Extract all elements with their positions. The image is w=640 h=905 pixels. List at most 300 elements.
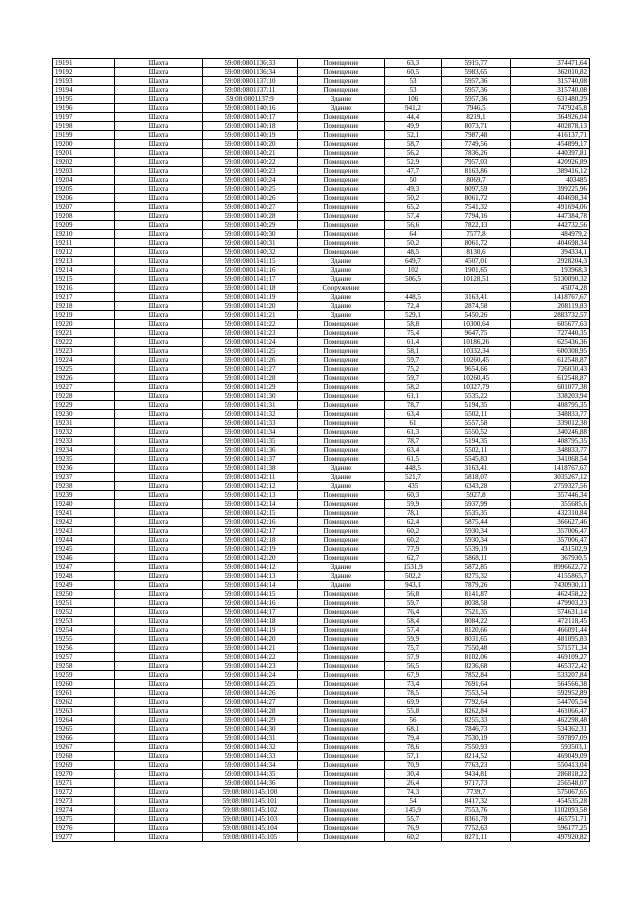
row-number-cell: 19271 [53,779,115,788]
row-number-cell: 19250 [53,590,115,599]
cadastral-number-cell: 59:08:0801141:22 [203,320,298,329]
object-type-cell: Помещение [298,644,385,653]
specific-value-cell: 10300,64 [442,320,511,329]
cadastral-value-cell: 3035267,12 [511,473,590,482]
area-cell: 75,2 [385,365,442,374]
cadastral-value-cell: 575067,65 [511,788,590,797]
object-type-cell: Здание [298,293,385,302]
row-number-cell: 19222 [53,338,115,347]
specific-value-cell: 5957,36 [442,86,511,95]
cadastral-number-cell: 59:08:0801145:102 [203,806,298,815]
locality-cell: Шахта [115,806,203,815]
locality-cell: Шахта [115,536,203,545]
area-cell: 52,1 [385,131,442,140]
specific-value-cell: 9647,75 [442,329,511,338]
object-type-cell: Помещение [298,689,385,698]
object-type-cell: Здание [298,266,385,275]
locality-cell: Шахта [115,761,203,770]
cadastral-value-cell: 416137,71 [511,131,590,140]
specific-value-cell: 3163,41 [442,293,511,302]
table-row [53,428,590,437]
area-cell: 58,4 [385,617,442,626]
object-type-cell: Помещение [298,248,385,257]
cadastral-number-cell: 59:08:0801142:18 [203,536,298,545]
locality-cell: Шахта [115,518,203,527]
cadastral-value-cell: 8996622,72 [511,563,590,572]
cadastral-value-cell: 484979,2 [511,230,590,239]
table-row [53,131,590,140]
specific-value-cell: 8061,72 [442,239,511,248]
specific-value-cell: 10332,34 [442,347,511,356]
table-row [53,446,590,455]
object-type-cell: Помещение [298,401,385,410]
table-row [53,68,590,77]
cadastral-number-cell: 59:08:0801144:25 [203,680,298,689]
object-type-cell: Помещение [298,491,385,500]
specific-value-cell: 8141,87 [442,590,511,599]
object-type-cell: Помещение [298,320,385,329]
cadastral-value-cell: 7430930,11 [511,581,590,590]
specific-value-cell: 7550,48 [442,644,511,653]
object-type-cell: Помещение [298,158,385,167]
specific-value-cell: 8102,06 [442,653,511,662]
cadastral-number-cell: 59:08:0801144:19 [203,626,298,635]
area-cell: 448,5 [385,464,442,473]
cadastral-number-cell: 59:08:0801141:36 [203,446,298,455]
cadastral-value-cell: 403485 [511,176,590,185]
area-cell: 57,1 [385,752,442,761]
cadastral-number-cell: 59:08:0801144:28 [203,707,298,716]
specific-value-cell: 8031,65 [442,635,511,644]
area-cell: 67,9 [385,671,442,680]
row-number-cell: 19253 [53,617,115,626]
specific-value-cell: 2874,58 [442,302,511,311]
cadastral-number-cell: 59:08:0801144:12 [203,563,298,572]
row-number-cell: 19224 [53,356,115,365]
object-type-cell: Помещение [298,203,385,212]
specific-value-cell: 8069,7 [442,176,511,185]
locality-cell: Шахта [115,824,203,833]
cadastral-value-cell: 593503,1 [511,743,590,752]
cadastral-value-cell: 600308,95 [511,347,590,356]
specific-value-cell: 8120,66 [442,626,511,635]
specific-value-cell: 5194,35 [442,401,511,410]
area-cell: 53 [385,86,442,95]
document-page [52,58,589,842]
table-row [53,680,590,689]
row-number-cell: 19237 [53,473,115,482]
cadastral-value-cell: 497920,82 [511,833,590,842]
locality-cell: Шахта [115,437,203,446]
cadastral-number-cell: 59:08:0801144:18 [203,617,298,626]
object-type-cell: Помещение [298,509,385,518]
locality-cell: Шахта [115,77,203,86]
cadastral-value-cell: 605677,63 [511,320,590,329]
area-cell: 78,5 [385,689,442,698]
row-number-cell: 19277 [53,833,115,842]
table-row [53,410,590,419]
area-cell: 70,9 [385,761,442,770]
cadastral-number-cell: 59:08:0801141:17 [203,275,298,284]
locality-cell: Шахта [115,275,203,284]
object-type-cell: Помещение [298,671,385,680]
cadastral-number-cell: 59:08:0801144:17 [203,608,298,617]
row-number-cell: 19260 [53,680,115,689]
cadastral-number-cell: 59:08:0801145:105 [203,833,298,842]
locality-cell: Шахта [115,320,203,329]
cadastral-number-cell: 59:08:0801141:30 [203,392,298,401]
row-number-cell: 19247 [53,563,115,572]
cadastral-number-cell: 59:08:0801141:24 [203,338,298,347]
object-type-cell: Помещение [298,185,385,194]
object-type-cell: Помещение [298,347,385,356]
area-cell: 26,4 [385,779,442,788]
cadastral-value-cell: 462458,22 [511,590,590,599]
locality-cell: Шахта [115,752,203,761]
cadastral-number-cell: 59:08:0801142:14 [203,500,298,509]
locality-cell: Шахта [115,788,203,797]
table-row [53,599,590,608]
object-type-cell: Помещение [298,239,385,248]
object-type-cell: Помещение [298,176,385,185]
object-type-cell: Помещение [298,608,385,617]
table-row [53,167,590,176]
cadastral-value-cell: 574631,14 [511,608,590,617]
table-row [53,662,590,671]
cadastral-number-cell: 59:08:0801144:31 [203,734,298,743]
locality-cell: Шахта [115,617,203,626]
table-row [53,770,590,779]
row-number-cell: 19236 [53,464,115,473]
object-type-cell: Помещение [298,716,385,725]
cadastral-number-cell: 59:08:0801136:33 [203,59,298,68]
cadastral-value-cell: 366627,46 [511,518,590,527]
row-number-cell: 19197 [53,113,115,122]
area-cell: 79,4 [385,734,442,743]
cadastral-value-cell: 612548,87 [511,374,590,383]
specific-value-cell [442,284,511,293]
locality-cell: Шахта [115,563,203,572]
row-number-cell: 19234 [53,446,115,455]
locality-cell: Шахта [115,293,203,302]
cadastral-number-cell: 59:08:0801144:22 [203,653,298,662]
locality-cell: Шахта [115,86,203,95]
cadastral-number-cell: 59:08:0801145:101 [203,797,298,806]
cadastral-value-cell: 571571,34 [511,644,590,653]
table-row [53,104,590,113]
locality-cell: Шахта [115,590,203,599]
table-row [53,806,590,815]
locality-cell: Шахта [115,707,203,716]
specific-value-cell: 7577,8 [442,230,511,239]
area-cell: 64 [385,230,442,239]
row-number-cell: 19219 [53,311,115,320]
cadastral-value-cell: 193968,3 [511,266,590,275]
cadastral-value-cell: 431502,9 [511,545,590,554]
cadastral-number-cell: 59:08:0801144:35 [203,770,298,779]
row-number-cell: 19225 [53,365,115,374]
cadastral-number-cell: 59:08:0801141:32 [203,410,298,419]
cadastral-number-cell: 59:08:0801144:26 [203,689,298,698]
cadastral-number-cell: 59:08:0801142:13 [203,491,298,500]
locality-cell: Шахта [115,176,203,185]
area-cell: 61,1 [385,392,442,401]
locality-cell: Шахта [115,545,203,554]
object-type-cell: Помещение [298,815,385,824]
cadastral-value-cell: 533207,84 [511,671,590,680]
object-type-cell: Помещение [298,779,385,788]
specific-value-cell: 5535,22 [442,392,511,401]
cadastral-value-cell: 362010,82 [511,68,590,77]
specific-value-cell: 5983,65 [442,68,511,77]
locality-cell: Шахта [115,113,203,122]
specific-value-cell: 5930,34 [442,536,511,545]
table-row [53,572,590,581]
specific-value-cell: 5957,36 [442,95,511,104]
row-number-cell: 19239 [53,491,115,500]
cadastral-value-cell: 394334,1 [511,248,590,257]
cadastral-number-cell: 59:08:0801141:27 [203,365,298,374]
row-number-cell: 19257 [53,653,115,662]
table-row [53,653,590,662]
row-number-cell: 19201 [53,149,115,158]
specific-value-cell: 5930,34 [442,527,511,536]
row-number-cell: 19249 [53,581,115,590]
row-number-cell: 19227 [53,383,115,392]
object-type-cell: Помещение [298,365,385,374]
specific-value-cell: 5545,83 [442,455,511,464]
specific-value-cell: 5868,11 [442,554,511,563]
object-type-cell: Помещение [298,230,385,239]
table-row [53,590,590,599]
row-number-cell: 19196 [53,104,115,113]
cadastral-number-cell: 59:08:0801145:104 [203,824,298,833]
area-cell: 78,7 [385,437,442,446]
object-type-cell: Помещение [298,761,385,770]
locality-cell: Шахта [115,185,203,194]
cadastral-number-cell: 59:08:0801141:33 [203,419,298,428]
specific-value-cell: 7749,56 [442,140,511,149]
cadastral-number-cell: 59:08:0801141:15 [203,257,298,266]
cadastral-value-cell: 625436,36 [511,338,590,347]
cadastral-value-cell: 208119,83 [511,302,590,311]
row-number-cell: 19267 [53,743,115,752]
object-type-cell: Помещение [298,410,385,419]
table-row [53,266,590,275]
cadastral-number-cell: 59:08:0801141:31 [203,401,298,410]
specific-value-cell: 5557,58 [442,419,511,428]
area-cell: 63,4 [385,410,442,419]
cadastral-number-cell: 59:08:0801137:9 [203,95,298,104]
specific-value-cell: 7792,64 [442,698,511,707]
cadastral-value-cell: 472118,45 [511,617,590,626]
row-number-cell: 19261 [53,689,115,698]
object-type-cell: Помещение [298,446,385,455]
cadastral-number-cell: 59:08:0801140:16 [203,104,298,113]
cadastral-value-cell: 399225,96 [511,185,590,194]
area-cell: 78,1 [385,509,442,518]
object-type-cell: Помещение [298,338,385,347]
row-number-cell: 19208 [53,212,115,221]
row-number-cell: 19273 [53,797,115,806]
area-cell: 53 [385,77,442,86]
cadastral-value-cell: 465372,42 [511,662,590,671]
cadastral-value-cell: 402878,13 [511,122,590,131]
cadastral-number-cell: 59:08:0801144:34 [203,761,298,770]
specific-value-cell: 7541,32 [442,203,511,212]
area-cell: 56 [385,716,442,725]
object-type-cell: Помещение [298,734,385,743]
cadastral-value-cell: 420926,89 [511,158,590,167]
table-row [53,419,590,428]
locality-cell: Шахта [115,149,203,158]
specific-value-cell: 5937,99 [442,500,511,509]
table-row [53,284,590,293]
locality-cell: Шахта [115,239,203,248]
cadastral-number-cell: 59:08:0801140:20 [203,140,298,149]
area-cell: 49,9 [385,122,442,131]
table-row [53,365,590,374]
specific-value-cell: 5502,11 [442,410,511,419]
row-number-cell: 19275 [53,815,115,824]
row-number-cell: 19215 [53,275,115,284]
specific-value-cell: 5872,85 [442,563,511,572]
table-row [53,824,590,833]
cadastral-number-cell: 59:08:0801140:18 [203,122,298,131]
row-number-cell: 19238 [53,482,115,491]
specific-value-cell: 7530,19 [442,734,511,743]
specific-value-cell: 7822,13 [442,221,511,230]
row-number-cell: 19212 [53,248,115,257]
row-number-cell: 19266 [53,734,115,743]
object-type-cell: Помещение [298,383,385,392]
object-type-cell: Помещение [298,113,385,122]
table-row [53,707,590,716]
area-cell: 61 [385,419,442,428]
object-type-cell: Помещение [298,536,385,545]
locality-cell: Шахта [115,311,203,320]
cadastral-number-cell: 59:08:0801141:20 [203,302,298,311]
row-number-cell: 19264 [53,716,115,725]
cadastral-number-cell: 59:08:0801141:34 [203,428,298,437]
area-cell: 106 [385,95,442,104]
locality-cell: Шахта [115,500,203,509]
cadastral-number-cell: 59:08:0801144:21 [203,644,298,653]
row-number-cell: 19276 [53,824,115,833]
row-number-cell: 19241 [53,509,115,518]
cadastral-value-cell: 389416,12 [511,167,590,176]
locality-cell: Шахта [115,554,203,563]
specific-value-cell: 8361,78 [442,815,511,824]
table-row [53,464,590,473]
table-row [53,329,590,338]
cadastral-value-cell: 286818,22 [511,770,590,779]
cadastral-number-cell: 59:08:0801144:24 [203,671,298,680]
row-number-cell: 19202 [53,158,115,167]
table-row [53,338,590,347]
locality-cell: Шахта [115,230,203,239]
cadastral-value-cell: 341068,54 [511,455,590,464]
table-row [53,239,590,248]
row-number-cell: 19200 [53,140,115,149]
table-row [53,401,590,410]
specific-value-cell: 7739,7 [442,788,511,797]
locality-cell: Шахта [115,473,203,482]
table-row [53,311,590,320]
row-number-cell: 19265 [53,725,115,734]
area-cell: 60,2 [385,527,442,536]
area-cell: 44,4 [385,113,442,122]
object-type-cell: Помещение [298,374,385,383]
cadastral-value-cell: 596177,25 [511,824,590,833]
cadastral-value-cell: 727440,35 [511,329,590,338]
area-cell: 76,9 [385,824,442,833]
cadastral-number-cell: 59:08:0801140:25 [203,185,298,194]
locality-cell: Шахта [115,599,203,608]
area-cell: 56,6 [385,221,442,230]
specific-value-cell: 5535,35 [442,509,511,518]
cadastral-number-cell: 59:08:0801140:31 [203,239,298,248]
area-cell: 649,7 [385,257,442,266]
row-number-cell: 19235 [53,455,115,464]
object-type-cell: Помещение [298,653,385,662]
cadastral-value-cell: 544705,54 [511,698,590,707]
area-cell: 941,2 [385,104,442,113]
area-cell: 57,4 [385,626,442,635]
specific-value-cell: 10260,45 [442,374,511,383]
specific-value-cell: 5502,11 [442,446,511,455]
object-type-cell: Здание [298,473,385,482]
cadastral-number-cell: 59:08:0801140:22 [203,158,298,167]
cadastral-value-cell: 1418767,67 [511,293,590,302]
table-row [53,248,590,257]
cadastral-value-cell: 592952,89 [511,689,590,698]
object-type-cell: Помещение [298,527,385,536]
table-row [53,392,590,401]
row-number-cell: 19244 [53,536,115,545]
specific-value-cell: 7987,48 [442,131,511,140]
object-type-cell: Помещение [298,86,385,95]
locality-cell: Шахта [115,194,203,203]
row-number-cell: 19258 [53,662,115,671]
row-number-cell: 19232 [53,428,115,437]
object-type-cell: Помещение [298,131,385,140]
area-cell: 943,1 [385,581,442,590]
row-number-cell: 19243 [53,527,115,536]
table-row [53,536,590,545]
table-row [53,113,590,122]
row-number-cell: 19204 [53,176,115,185]
specific-value-cell: 9717,73 [442,779,511,788]
area-cell: 57,9 [385,653,442,662]
locality-cell: Шахта [115,167,203,176]
row-number-cell: 19262 [53,698,115,707]
area-cell: 55,8 [385,707,442,716]
row-number-cell: 19259 [53,671,115,680]
locality-cell: Шахта [115,356,203,365]
area-cell: 60,2 [385,833,442,842]
table-row [53,608,590,617]
table-row [53,437,590,446]
cadastral-value-cell: 357446,34 [511,491,590,500]
object-type-cell: Здание [298,95,385,104]
specific-value-cell: 5875,44 [442,518,511,527]
row-number-cell: 19270 [53,770,115,779]
specific-value-cell: 7763,23 [442,761,511,770]
specific-value-cell: 8219,1 [442,113,511,122]
table-row [53,725,590,734]
object-type-cell: Помещение [298,167,385,176]
